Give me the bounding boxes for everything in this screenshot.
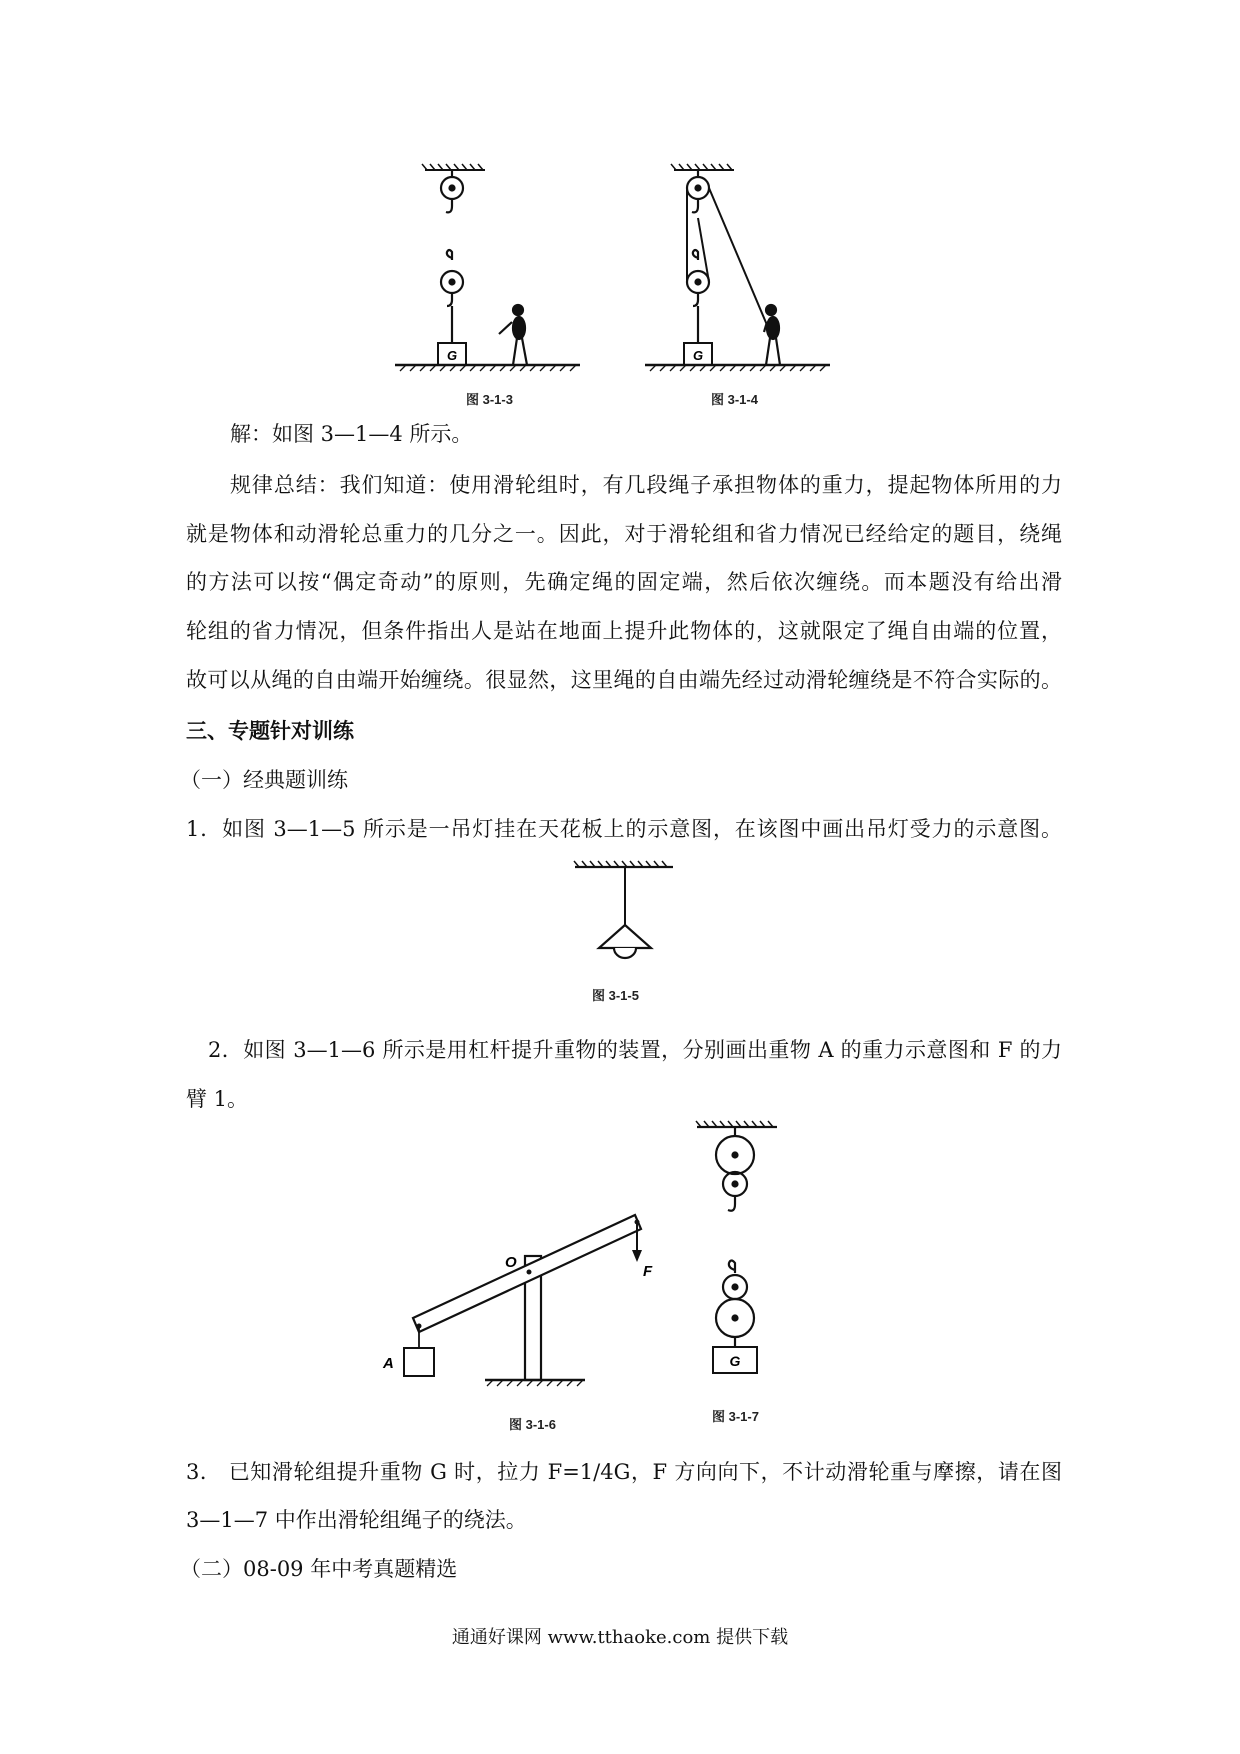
figure-3-1-4	[640, 160, 840, 390]
subsection-classic: （一）经典题训练	[180, 768, 348, 792]
summary-line-3: 的方法可以按“偶定奇动”的原则，先确定绳的固定端，然后依次缠绕。而本题没有给出滑	[186, 570, 1062, 594]
figure-3-1-3-caption: 图 3-1-3	[466, 392, 513, 407]
question-2-line-1: 2．如图 3—1—6 所示是用杠杆提升重物的装置，分别画出重物 A 的重力示意图和 F 的力	[208, 1038, 1062, 1062]
load-label: A	[383, 1355, 394, 1372]
fixed-pulley	[441, 170, 463, 212]
figure-3-1-7	[695, 1115, 795, 1405]
ground-hatch	[645, 365, 830, 371]
pivot-label: O	[505, 1254, 517, 1271]
stick-person	[499, 305, 527, 365]
figure-3-1-7-caption: 图 3-1-7	[712, 1409, 759, 1424]
load-box	[404, 1348, 434, 1376]
figure-3-1-6-caption: 图 3-1-6	[509, 1417, 556, 1432]
weight-label: G	[729, 1353, 741, 1369]
ceiling-hatch	[574, 861, 673, 867]
ground-hatch	[395, 365, 580, 371]
question-3-line-2: 3—1—7 中作出滑轮组绳子的绕法。	[186, 1508, 527, 1532]
figure-3-1-3	[395, 160, 605, 390]
summary-line-4: 轮组的省力情况，但条件指出人是站在地面上提升此物体的，这就限定了绳自由端的位置，	[186, 619, 1062, 643]
subsection-exam: （二）08-09 年中考真题精选	[180, 1557, 458, 1581]
ground-hatch	[485, 1380, 585, 1386]
question-2-line-2: 臂 1。	[186, 1087, 249, 1111]
summary-line-5: 故可以从绳的自由端开始缠绕。很显然，这里绳的自由端先经过动滑轮缠绕是不符合实际的。	[186, 668, 1062, 692]
movable-pulley-block	[716, 1261, 754, 1348]
figure-3-1-5	[565, 855, 685, 985]
fixed-pulley-block	[716, 1127, 754, 1211]
question-1: 1．如图 3—1—5 所示是一吊灯挂在天花板上的示意图，在该图中画出吊灯受力的示意图。	[186, 817, 1062, 841]
fixed-pulley	[687, 170, 709, 212]
figure-3-1-5-caption: 图 3-1-5	[592, 988, 639, 1003]
movable-pulley	[441, 250, 463, 343]
figure-3-1-6	[383, 1190, 655, 1410]
weight-label: G	[692, 348, 704, 363]
ceiling-hatch	[671, 164, 734, 170]
footer-download-note: 通通好课网 www.tthaoke.com 提供下载	[451, 1627, 789, 1648]
answer-line: 解：如图 3—1—4 所示。	[230, 422, 473, 446]
figure-3-1-4-caption: 图 3-1-4	[711, 392, 758, 407]
ceiling-hatch	[696, 1121, 777, 1127]
stick-person	[764, 305, 780, 365]
summary-line-2: 就是物体和动滑轮总重力的几分之一。因此，对于滑轮组和省力情况已经给定的题目，绕绳	[186, 522, 1062, 546]
force-label: F	[643, 1263, 653, 1280]
weight-label: G	[446, 348, 458, 363]
lamp-shade	[599, 925, 651, 958]
ceiling-hatch	[422, 164, 485, 170]
section-heading: 三、专题针对训练	[186, 718, 354, 743]
question-3-line-1: 3． 已知滑轮组提升重物 G 时，拉力 F=1/4G，F 方向向下，不计动滑轮重与摩擦，请在图	[186, 1460, 1062, 1484]
pivot-point	[527, 1270, 532, 1275]
summary-line-1: 规律总结：我们知道：使用滑轮组时，有几段绳子承担物体的重力，提起物体所用的力	[230, 473, 1062, 497]
